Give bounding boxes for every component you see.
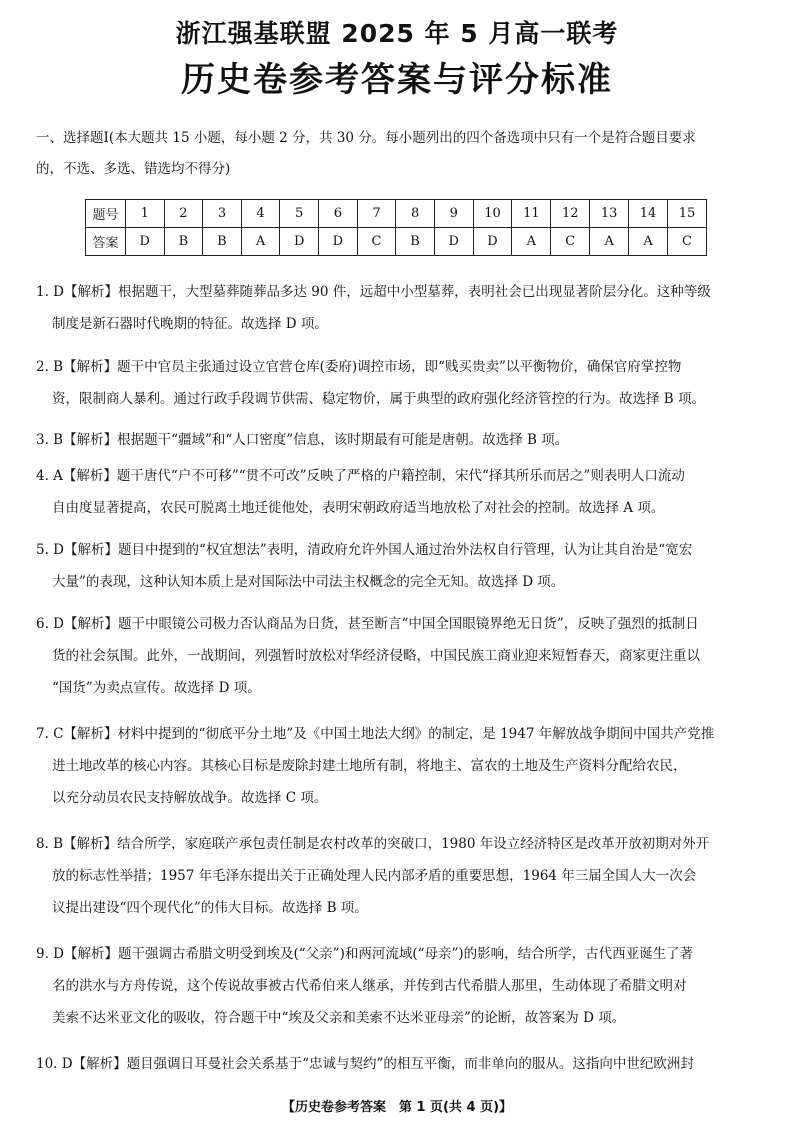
table-cell: A (512, 228, 551, 256)
paragraph-line: 放的标志性举措；1957 年毛泽东提出关于正确处理人民内部矛盾的重要思想，1964 年三届全国人大一次会 (52, 868, 697, 884)
table-cell: B (164, 228, 203, 256)
question-8-explanation (36, 828, 760, 924)
page-footer: 【历史卷参考答案 第 1 页(共 4 页)】 (281, 1100, 513, 1115)
question-5-explanation (36, 534, 760, 598)
table-cell: D (473, 228, 512, 256)
paragraph-line: 资，限制商人暴利。通过行政手段调节供需、稳定物价，属于典型的政府强化经济管控的行为。故选择 B 项。 (52, 391, 706, 407)
paragraph-line: 2. B【解析】题干中官员主张通过设立官营仓库(委府)调控市场，即“贱买贵卖”以平衡物价，确保官府掌控物 (36, 359, 682, 375)
paragraph-line: 以充分动员农民支持解放战争。故选择 C 项。 (52, 790, 328, 806)
table-cell: 5 (280, 200, 319, 228)
table-cell: C (357, 228, 396, 256)
page-title: 浙江强基联盟 2025 年 5 月高一联考 (175, 19, 619, 48)
paragraph-line: 制度是新石器时代晚期的特征。故选择 D 项。 (52, 316, 328, 332)
question-4-explanation (36, 460, 760, 524)
paragraph-line: 议提出建设“四个现代化”的伟大目标。故选择 B 项。 (52, 900, 368, 916)
table-cell: B (203, 228, 242, 256)
table-cell: B (396, 228, 435, 256)
question-3-explanation (36, 424, 760, 456)
table-cell: 15 (667, 200, 706, 228)
table-cell: 8 (396, 200, 435, 228)
paragraph-line: 6. D【解析】题干中眼镜公司极力否认商品为日货，甚至断言“中国全国眼镜界绝无日货”，反映了强烈的抵制日 (36, 616, 699, 632)
table-cell: A (590, 228, 629, 256)
paragraph-line: 7. C【解析】材料中提到的“彻底平分土地”及《中国土地法大纲》的制定，是 1947 年解放战争期间中国共产党推 (36, 726, 715, 742)
paragraph-line: 名的洪水与方舟传说，这个传说故事被古代希伯来人继承，并传到古代希腊人那里，生动体现了希腊文明对 (52, 978, 687, 994)
table-cell: D (125, 228, 164, 256)
paragraph-line: 4. A【解析】题干唐代“户不可移”“贯不可改”反映了严格的户籍控制，宋代“择其所乐而居之”则表明人口流动 (36, 468, 685, 484)
question-10-explanation (36, 1048, 760, 1080)
table-cell: A (241, 228, 280, 256)
paragraph-line: 1. D【解析】根据题干，大型墓葬随葬品多达 90 件，远超中小型墓葬，表明社会已出现显著阶层分化。这种等级 (36, 284, 711, 300)
paragraph-line: 大量”的表现，这种认知本质上是对国际法中司法主权概念的完全无知。故选择 D 项。 (52, 574, 565, 590)
table-cell: D (434, 228, 473, 256)
table-cell: 1 (125, 200, 164, 228)
paragraph-line: 美索不达米亚文化的吸收，符合题干中“埃及父亲和美索不达米亚母亲”的论断，故答案为 D 项。 (52, 1010, 626, 1026)
paragraph-line: 自由度显著提高，农民可脱离土地迁徙他处，表明宋朝政府适当地放松了对社会的控制。故选择 A 项。 (52, 500, 665, 516)
table-cell: 7 (357, 200, 396, 228)
question-1-explanation (36, 276, 760, 340)
section-intro-line1: 一、选择题Ⅰ(本大题共 15 小题，每小题 2 分，共 30 分。每小题列出的四个备选项中只有一个是符合题目要求 (36, 130, 696, 146)
answer-table-row-answers (86, 228, 707, 256)
table-header-cell: 答案 (86, 228, 126, 256)
paragraph-line: “国货”为卖点宣传。故选择 D 项。 (52, 680, 261, 696)
question-2-explanation (36, 351, 760, 415)
table-cell: A (629, 228, 668, 256)
table-cell: 12 (551, 200, 590, 228)
paragraph-line: 10. D【解析】题目强调日耳曼社会关系基于“忠诚与契约”的相互平衡，而非单向的服从。这指向中世纪欧洲封 (36, 1056, 694, 1072)
paragraph-line: 进土地改革的核心内容。其核心目标是废除封建土地所有制，将地主、富农的土地及生产资料分配给农民， (52, 758, 687, 774)
table-cell: 6 (319, 200, 358, 228)
paragraph-line: 8. B【解析】结合所学，家庭联产承包责任制是农村改革的突破口，1980 年设立经济特区是改革开放初期对外开 (36, 836, 710, 852)
table-cell: C (667, 228, 706, 256)
table-cell: 11 (512, 200, 551, 228)
page-subtitle: 历史卷参考答案与评分标准 (181, 60, 613, 100)
paragraph-line: 5. D【解析】题目中提到的“权宜想法”表明，清政府允许外国人通过治外法权自行管理，认为让其自治是“宽宏 (36, 542, 693, 558)
table-cell: D (319, 228, 358, 256)
table-cell: 2 (164, 200, 203, 228)
table-cell: 3 (203, 200, 242, 228)
section-intro (36, 123, 760, 185)
table-cell: 13 (590, 200, 629, 228)
table-cell: C (551, 228, 590, 256)
section-intro-line2: 的，不选、多选、错选均不得分) (36, 161, 231, 177)
answer-table (85, 199, 707, 256)
paragraph-line: 3. B【解析】根据题干“疆域”和“人口密度”信息，该时期最有可能是唐朝。故选择 B 项。 (36, 432, 569, 448)
answer-table-row-numbers (86, 200, 707, 228)
question-6-explanation (36, 608, 760, 704)
table-cell: 4 (241, 200, 280, 228)
table-cell: D (280, 228, 319, 256)
question-7-explanation (36, 718, 760, 814)
paragraph-line: 货的社会氛围。此外，一战期间，列强暂时放松对华经济侵略，中国民族工商业迎来短暂春天，商家更注重以 (52, 648, 700, 664)
table-header-cell: 题号 (86, 200, 126, 228)
question-9-explanation (36, 938, 760, 1034)
table-cell: 9 (434, 200, 473, 228)
table-cell: 10 (473, 200, 512, 228)
table-cell: 14 (629, 200, 668, 228)
paragraph-line: 9. D【解析】题干强调古希腊文明受到埃及(“父亲”)和两河流域(“母亲”)的影响，结合所学，古代西亚诞生了著 (36, 946, 694, 962)
